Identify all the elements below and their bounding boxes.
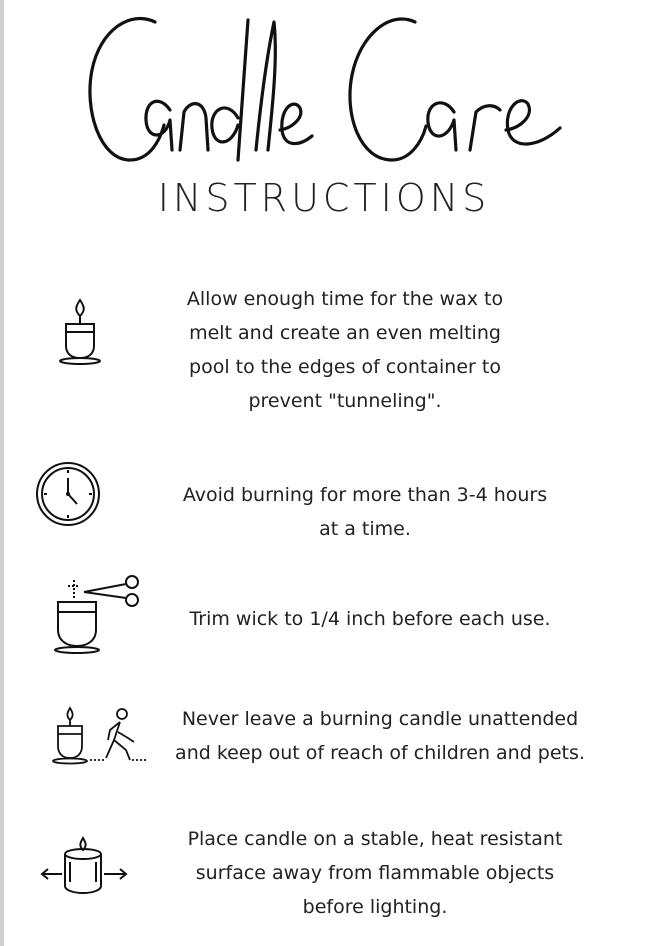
instruction-line: Allow enough time for the wax to — [186, 288, 504, 310]
instruction-item-burn-time — [0, 458, 668, 548]
instruction-line: at a time. — [319, 518, 411, 540]
instruction-line: surface away from flammable objects — [195, 862, 555, 884]
subtitle-instructions: INSTRUCTIONS — [157, 176, 491, 220]
instruction-line: Avoid burning for more than 3-4 hours — [182, 484, 548, 506]
instruction-line: pool to the edges of container to — [189, 356, 501, 378]
instruction-item-stable-surface — [0, 820, 668, 920]
instruction-line: before lighting. — [302, 896, 448, 918]
title-script-logo — [60, 0, 600, 175]
instruction-line: and keep out of reach of children and pets. — [175, 742, 585, 764]
instruction-item-wax-pool — [0, 282, 668, 432]
candle-stable-surface-icon — [40, 834, 130, 904]
instruction-line: Place candle on a stable, heat resistant — [187, 828, 563, 850]
instruction-line: Trim wick to 1/4 inch before each use. — [189, 608, 551, 630]
clock-icon — [22, 460, 114, 528]
instruction-line: prevent "tunneling". — [248, 390, 442, 412]
instruction-line: melt and create an even melting — [189, 322, 501, 344]
candle-walking-person-icon — [48, 704, 148, 766]
instruction-item-trim-wick — [0, 572, 668, 662]
candle-icon — [52, 296, 108, 366]
scissors-candle-icon — [50, 574, 146, 656]
instruction-line: Never leave a burning candle unattended — [181, 708, 579, 730]
instruction-item-unattended — [0, 700, 668, 780]
